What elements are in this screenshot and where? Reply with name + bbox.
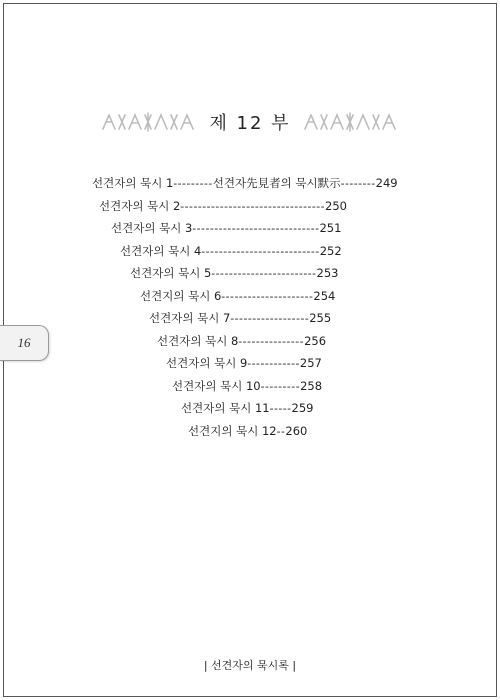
toc-entry-title: 선견자의 묵시 9	[166, 356, 248, 371]
toc-page-number: 249	[375, 176, 398, 191]
left-leaf-ornament	[99, 111, 199, 133]
toc-page-number: 255	[309, 311, 332, 326]
part-title: 제 12 부	[209, 113, 291, 134]
toc-entry-7	[60, 307, 440, 330]
toc-entry-6	[60, 285, 440, 308]
toc-entry-title: 선견자의 묵시 5	[130, 266, 212, 281]
toc-entry-title: 선견자의 묵시 8	[157, 333, 239, 348]
toc-entry-title: 선견자의 묵시 4	[120, 243, 202, 258]
page-number-tab	[0, 325, 49, 361]
toc-page-number: 258	[300, 378, 323, 393]
toc-entry-9	[60, 352, 440, 375]
toc-page-number: 257	[299, 356, 322, 371]
toc-page-number: 253	[316, 266, 339, 281]
right-leaf-ornament	[301, 111, 401, 133]
toc-leader: ------------------------	[211, 266, 317, 281]
toc-page-number: 256	[304, 333, 327, 348]
toc-leader: ---------------------------	[201, 243, 320, 258]
toc-leader: ---------	[173, 176, 213, 191]
toc-entry-title: 선견지의 묵시 12	[188, 423, 277, 438]
toc-leader: --------	[340, 176, 376, 191]
toc-leader: ------------	[247, 356, 300, 371]
toc-leader: ------------------	[230, 311, 310, 326]
toc-page-number: 259	[291, 401, 314, 416]
toc-page-number: 250	[325, 198, 347, 213]
toc-leader: -----------------------------	[192, 221, 320, 236]
toc-entry-1	[60, 172, 440, 195]
toc-entry-subtitle: 선견자先見者의 묵시默示	[212, 176, 341, 191]
toc-entry-2	[60, 195, 440, 218]
toc-leader: ---------	[260, 378, 301, 393]
toc-entry-4	[60, 240, 440, 263]
toc-entry-11	[60, 397, 440, 420]
toc-page-number: 252	[319, 243, 342, 258]
toc-leader: ---------------------	[221, 288, 314, 303]
toc-entry-title: 선견자의 묵시 11	[181, 401, 270, 416]
toc-entry-title: 선견지의 묵시 6	[140, 288, 222, 303]
toc-page-number: 251	[319, 221, 342, 236]
table-of-contents	[60, 172, 440, 442]
toc-entry-title: 선견자의 묵시 1	[92, 176, 174, 191]
toc-entry-title: 선견자의 묵시 3	[111, 221, 193, 236]
toc-entry-title: 선견자의 묵시 10	[172, 378, 261, 393]
toc-entry-10	[60, 375, 440, 398]
toc-entry-8	[60, 330, 440, 353]
running-footer: | 선견자의 묵시록 |	[203, 659, 297, 672]
toc-leader: ---------------	[238, 333, 305, 348]
page-number: 16	[17, 335, 31, 350]
toc-leader: ---------------------------------	[180, 198, 326, 213]
toc-entry-title: 선견자의 묵시 2	[99, 198, 181, 213]
toc-entry-title: 선견자의 묵시 7	[149, 311, 231, 326]
toc-page-number: 260	[285, 423, 308, 438]
toc-page-number: 254	[313, 288, 336, 303]
part-header	[95, 107, 405, 137]
toc-leader: --	[276, 423, 286, 438]
toc-entry-5	[60, 262, 440, 285]
toc-leader: -----	[269, 401, 292, 416]
toc-entry-12	[60, 420, 440, 443]
toc-entry-3	[60, 217, 440, 240]
